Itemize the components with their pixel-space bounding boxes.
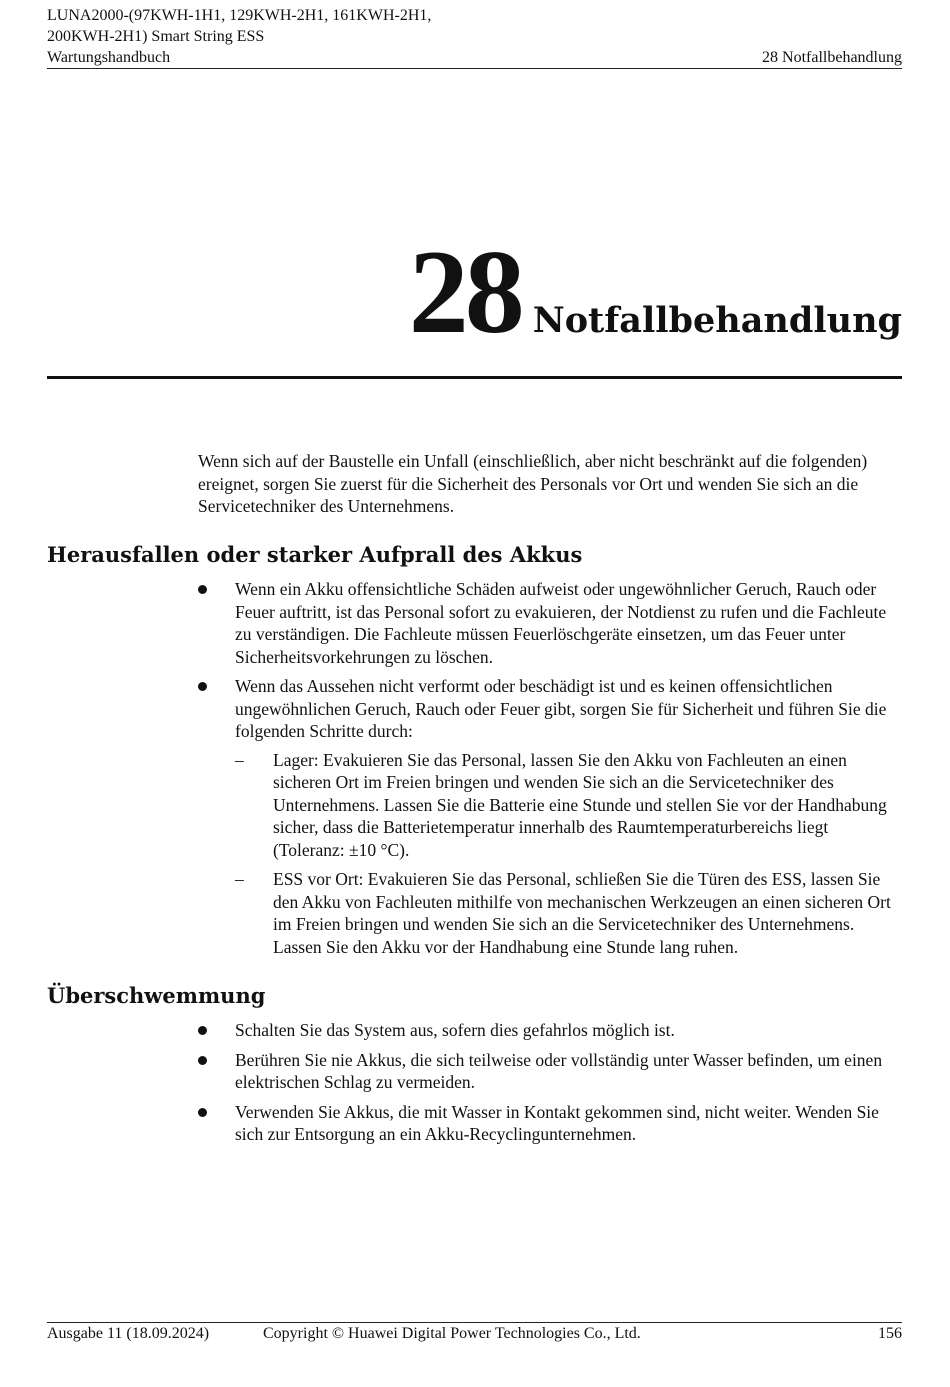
header-product-line-1: LUNA2000-(97KWH-1H1, 129KWH-2H1, 161KWH-2H1, [47,7,432,24]
list-item-text: Wenn das Aussehen nicht verformt oder beschädigt ist und es keinen offensichtlichen ungewöhnlichen Geruch, Rauch oder Feuer gibt, sorgen Sie für Sicherheit und führen Sie die folgenden Schritte durch: [235,676,887,741]
sublist-item [235,749,904,862]
list-item [198,578,904,668]
steps-sublist [235,749,904,959]
footer-edition: Ausgabe 11 (18.09.2024) [47,1325,210,1342]
chapter-title: Notfallbehandlung [532,300,902,341]
chapter-number: 28 [408,225,521,358]
flood-list [198,1019,904,1153]
list-item-text: Schalten Sie das System aus, sofern dies gefahrlos möglich ist. [235,1020,675,1040]
header-chapter-ref: 28 Notfallbehandlung [762,49,902,66]
bullet-icon [198,682,207,691]
bullet-icon [198,1108,207,1117]
running-header-product [47,5,607,68]
page-number: 156 [878,1325,902,1342]
dash-icon: – [235,749,244,770]
list-item-text: Wenn ein Akku offensichtliche Schäden aufweist oder ungewöhnlicher Geruch, Rauch oder Feuer auftritt, ist das Personal sofort zu evakuieren, der Notdienst zu rufen und die Fachleute zu verständigen. Die Fachleute müssen Feuerlöschgeräte einsetzen, um das Feuer unter Sicherheitsvorkehrungen zu löschen. [235,579,887,667]
list-item [198,1019,904,1042]
list-item-text: Berühren Sie nie Akkus, die sich teilweise oder vollständig unter Wasser befinden, um einen elektrischen Schlag zu vermeiden. [235,1049,883,1092]
intro-paragraph: Wenn sich auf der Baustelle ein Unfall (einschließlich, aber nicht beschränkt auf die folgenden) ereignet, sorgen Sie zuerst für die Sicherheit des Personals vor Ort und wenden Sie sich an die Servicetechniker des Unternehmens. [198,451,868,516]
chapter-heading [408,225,902,358]
list-item [198,675,904,958]
bullet-icon [198,585,207,594]
list-item-text: Verwenden Sie Akkus, die mit Wasser in Kontakt gekommen sind, nicht weiter. Wenden Sie sich zur Entsorgung an ein Akku-Recyclingunternehmen. [235,1101,879,1144]
list-item [198,1101,904,1146]
dash-icon: – [235,869,244,889]
sublist-item-text: Lager: Evakuieren Sie das Personal, lassen Sie den Akku von Fachleuten an einen sicheren Ort im Freien bringen und wenden Sie sich an die Servicetechniker des Unternehmens. Lassen Sie die Batterie eine Stunde und stellen Sie vor der Handhabung sicher, dass die Batterietemperatur innerhalb des Raumtemperaturbereichs liegt (Toleranz: ±10 °C). [273,749,887,860]
header-manual-title: Wartungshandbuch [47,49,171,66]
section-heading-flood: Überschwemmung [47,983,266,1008]
sublist-item-text: ESS vor Ort: Evakuieren Sie das Personal, schließen Sie die Türen des ESS, lassen Sie den Akku von Fachleuten mithilfe von mechanischen Werkzeugen an einen sicheren Ort im Freien bringen und wenden Sie sich an die Servicetechniker des Unternehmens. Lassen Sie den Akku vor der Handhabung eine Stunde lang ruhen. [273,869,891,957]
bullet-icon [198,1056,207,1065]
footer-copyright: Copyright © Huawei Digital Power Technologies Co., Ltd. [263,1325,641,1342]
header-divider [47,68,902,69]
impact-list [198,578,904,965]
list-item [198,1049,904,1094]
chapter-divider [47,376,902,379]
sublist-item [235,868,904,958]
bullet-icon [198,1026,207,1035]
header-product-line-2: 200KWH-2H1) Smart String ESS [47,28,265,45]
section-heading-impact: Herausfallen oder starker Aufprall des Akkus [47,542,583,567]
